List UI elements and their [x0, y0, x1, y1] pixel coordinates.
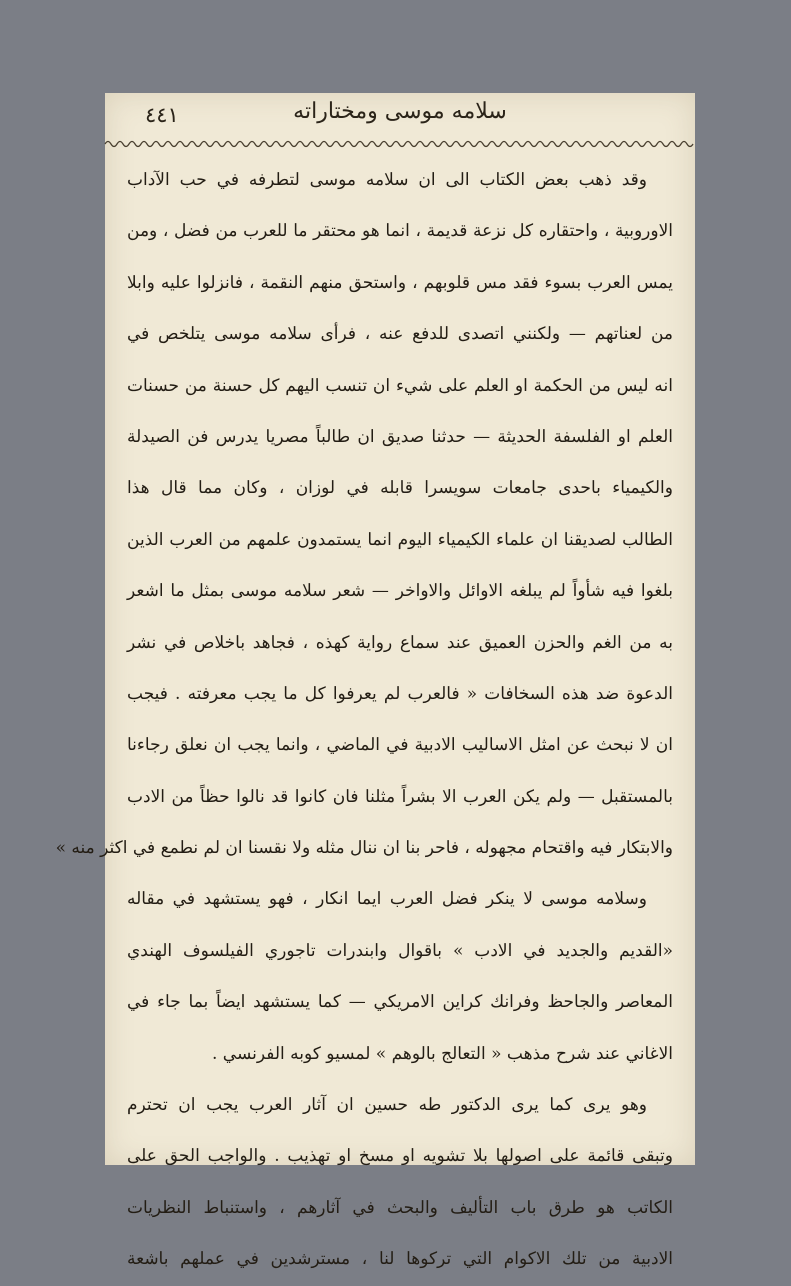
text-line: بلغوا فيه شأواً لم يبلغه الاوائل والاواخر — شعر سلامه موسى بمثل ما اشعر: [127, 581, 673, 602]
text-line: الكاتب هو طرق باب التأليف والبحث في آثارهم ، واستنباط النظريات: [127, 1197, 673, 1218]
text-line: بالمستقبل — ولم يكن العرب الا بشراً مثلنا فان كانوا قد نالوا حظاً من الادب: [127, 786, 673, 807]
text-line: به من الغم والحزن العميق عند سماع رواية كهذه ، فجاهد باخلاص في نشر: [127, 632, 673, 653]
text-line: وقد ذهب بعض الكتاب الى ان سلامه موسى لتطرفه في حب الآداب: [127, 170, 647, 190]
running-title: سلامه موسى ومختاراته: [293, 99, 507, 124]
text-line: يمس العرب بسوء فقد مس قلوبهم ، واستحق منهم النقمة ، فانزلوا عليه وابلا: [127, 272, 673, 293]
text-line: العلم او الفلسفة الحديثة — حدثنا صديق ان طالباً مصريا يدرس فن الصيدلة: [127, 426, 673, 447]
text-line: الاغاني عند شرح مذهب « التعالج بالوهم » لمسيو كوبه الفرنسي .: [212, 1043, 673, 1064]
text-line: وتبقى قائمة على اصولها بلا تشويه او مسخ او تهذيب . والواجب الحق على: [127, 1146, 673, 1167]
text-line: وسلامه موسى لا ينكر فضل العرب ايما انكار ، فهو يستشهد في مقاله: [127, 889, 647, 910]
text-line: والابتكار فيه واقتحام مجهوله ، فاحر بنا ان ننال مثله ولا نقسنا ان لم نطمع في اكثر منه »: [55, 838, 673, 859]
body-text: [55, 155, 673, 1286]
text-line: «القديم والجديد في الادب » باقوال وابندرات تاجوري الفيلسوف الهندي: [127, 940, 673, 961]
text-line: ان لا نبحث عن امثل الاساليب الادبية في الماضي ، وانما يجب ان نعلق رجاءنا: [127, 735, 673, 756]
text-line: الدعوة ضد هذه السخافات « فالعرب لم يعرفوا كل ما يجب معرفته . فيجب: [127, 683, 673, 704]
text-line: انه ليس من الحكمة او العلم على شيء ان تنسب اليهم كل حسنة من حسنات: [127, 375, 673, 396]
text-line: الاوروبية ، واحتقاره كل نزعة قديمة ، انما هو محتقر ما للعرب من فضل ، ومن: [127, 221, 673, 242]
text-line: وهو يرى كما يرى الدكتور طه حسين ان آثار العرب يجب ان تحترم: [127, 1095, 647, 1116]
wavy-divider: [105, 139, 695, 149]
page-number: ٤٤١: [145, 103, 179, 127]
book-page: [55, 93, 695, 1270]
text-line: المعاصر والجاحظ وفرانك كراين الامريكي — كما يستشهد ايضاً بما جاء في: [127, 992, 673, 1013]
text-line: الادبية من تلك الاكوام التي تركوها لنا ، مسترشدين في عملهم باشعة: [127, 1249, 673, 1270]
text-line: الطالب لصديقنا ان علماء الكيمياء اليوم انما يستمدون علمهم من العرب الذين: [127, 529, 673, 550]
text-line: من لعناتهم — ولكنني اتصدى للدفع عنه ، فرأى سلامه موسى يتلخص في: [127, 324, 673, 345]
page-header: [105, 93, 695, 137]
text-line: والكيمياء باحدى جامعات سويسرا قابله في لوزان ، وكان مما قال هذا: [127, 478, 673, 499]
